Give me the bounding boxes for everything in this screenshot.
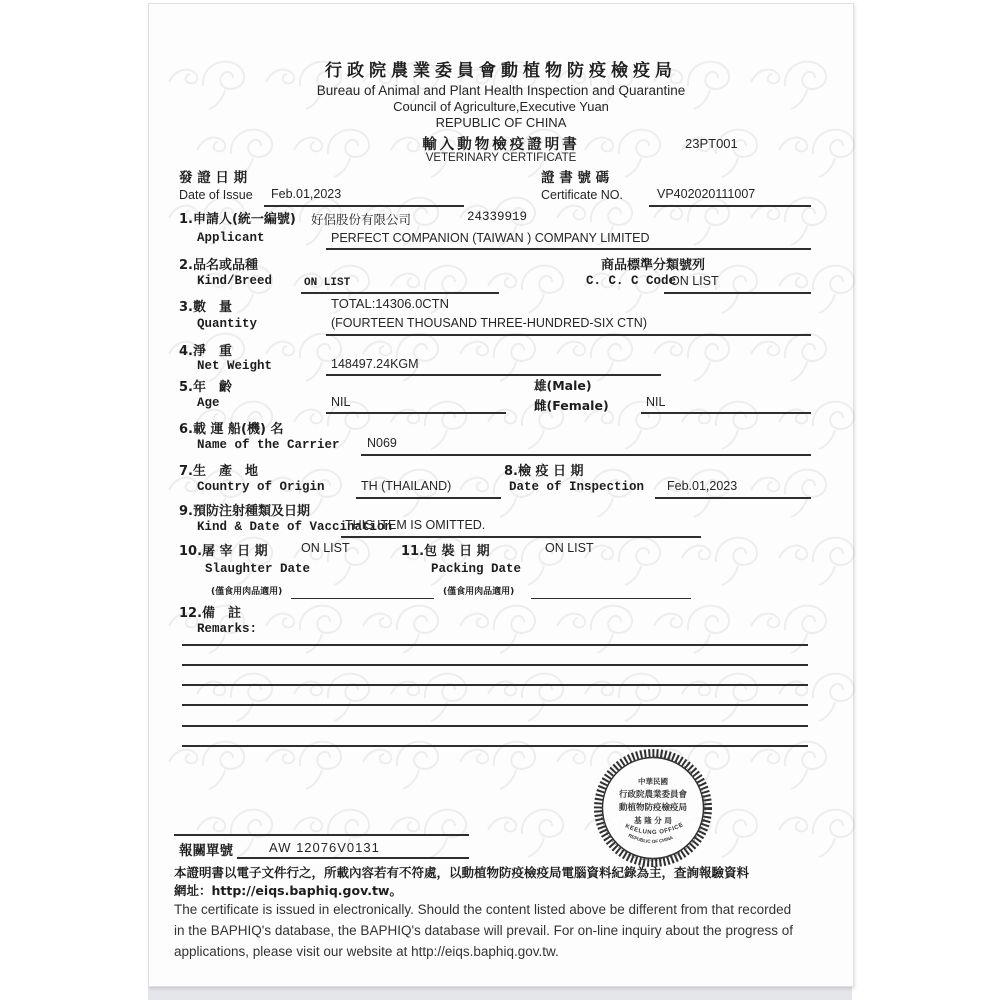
watermark-swirl-icon	[650, 596, 742, 663]
origin-underline	[356, 497, 501, 499]
seal-country-arc: REPUBLIC OF CHINA	[627, 832, 674, 845]
inspection-value: Feb.01,2023	[667, 479, 738, 493]
bureau-title-en: Bureau of Animal and Plant Health Inspection and Quarantine	[316, 83, 686, 98]
carrier-value: N069	[367, 436, 397, 450]
inspection-label-zh: 8.檢 疫 日 期	[504, 464, 584, 479]
remarks-label-zh: 12.備 註	[179, 606, 242, 621]
watermark-swirl-icon	[484, 664, 576, 731]
country-line: REPUBLIC OF CHINA	[435, 115, 567, 130]
issue-date-label-zh: 發 證 日 期	[179, 170, 248, 186]
watermark-swirl-icon	[581, 664, 673, 731]
seal-line-roc: 中華民國	[638, 777, 668, 786]
remarks-line-6	[182, 745, 808, 747]
packing-note-zh: (僅食用肉品適用)	[443, 587, 515, 597]
footer-note-zh-2: 網址：http://eiqs.baphiq.gov.tw。	[174, 883, 402, 898]
ccc-label-zh: 商品標準分類號列	[601, 258, 706, 273]
watermark-swirl-icon	[678, 392, 770, 459]
issue-date-label-en: Date of Issue	[179, 188, 253, 202]
issue-date-underline	[264, 205, 464, 207]
net-weight-value: 148497.24KGM	[331, 357, 419, 371]
watermark-swirl-icon	[775, 664, 867, 731]
kind-breed-value: ON LIST	[304, 277, 351, 289]
bureau-title-zh: 行政院農業委員會動植物防疫檢疫局	[325, 61, 677, 81]
vaccination-value: THIS ITEM IS OMITTED.	[345, 518, 486, 532]
seal-ring-text: BUREAU OF ANIMAL AND PLANT HEALTH INSPECTION AND QUARANTINE · COUNCIL OF AGRICULTURE	[598, 753, 708, 863]
seal-line-bureau: 動植物防疫檢疫局	[618, 803, 688, 813]
male-label: 雄(Male)	[534, 378, 592, 393]
customs-label-zh: 報關單號	[179, 843, 233, 859]
origin-value: TH (THAILAND)	[361, 479, 452, 493]
origin-label-zh: 7.生 產 地	[179, 464, 258, 479]
council-line: Council of Agriculture,Executive Yuan	[393, 99, 609, 114]
form-code: 23PT001	[685, 136, 738, 151]
packing-label-en: Packing Date	[431, 562, 522, 576]
ccc-value: ON LIST	[670, 274, 719, 288]
kind-breed-underline	[301, 292, 499, 294]
kind-breed-label-zh: 2.品名或品種	[179, 258, 258, 273]
vaccination-underline	[341, 536, 701, 538]
applicant-underline	[326, 248, 811, 250]
packing-label-zh: 11.包 裝 日 期	[401, 544, 490, 559]
cert-no-label-zh: 證 書 號 碼	[541, 170, 610, 186]
female-underline	[641, 412, 811, 414]
watermark-swirl-icon	[747, 188, 839, 255]
watermark-swirl-icon	[747, 460, 839, 527]
customs-value: AW 12076V0131	[269, 840, 380, 855]
watermark-swirl-icon	[581, 528, 673, 595]
seal-office-arc: KEELUNG OFFICE	[624, 822, 685, 837]
seal-line-council: 行政院農業委員會	[618, 790, 688, 800]
age-label-en: Age	[197, 396, 220, 410]
official-seal-stamp	[593, 748, 713, 868]
applicant-value: PERFECT COMPANION (TAIWAN ) COMPANY LIMITED	[331, 231, 650, 245]
slaughter-value: ON LIST	[301, 541, 350, 555]
watermark-swirl-icon	[359, 732, 451, 799]
remarks-line-2	[182, 664, 808, 666]
customs-underline	[237, 857, 469, 859]
watermark-swirl-icon	[484, 800, 576, 867]
watermark-swirl-icon	[678, 528, 770, 595]
cert-no-value: VP402020111007	[657, 187, 756, 201]
ccc-underline	[664, 292, 811, 294]
remarks-line-1	[182, 644, 808, 646]
customs-top-line	[174, 834, 469, 836]
seal-line-branch: 基 隆 分 局	[634, 816, 672, 825]
packing-blank-underline	[531, 598, 691, 599]
female-label: 雌(Female)	[534, 398, 609, 413]
remarks-line-5	[182, 725, 808, 727]
watermark-swirl-icon	[165, 732, 257, 799]
slaughter-blank-underline	[291, 598, 434, 599]
packing-value: ON LIST	[545, 541, 594, 555]
watermark-swirl-icon	[290, 664, 382, 731]
remarks-label-en: Remarks:	[197, 622, 258, 636]
slaughter-label-zh: 10.屠 宰 日 期	[179, 544, 268, 559]
footer-note-en-3: applications, please visit our website at http://eiqs.baphiq.gov.tw.	[174, 944, 559, 959]
quantity-total-value: TOTAL:14306.0CTN	[331, 296, 450, 311]
net-weight-label-en: Net Weight	[197, 359, 273, 373]
age-label-zh: 5.年 齡	[179, 380, 232, 395]
carrier-label-en: Name of the Carrier	[197, 438, 340, 452]
applicant-uniform-number: 24339919	[467, 210, 528, 224]
quantity-label-en: Quantity	[197, 317, 258, 331]
cert-no-underline	[649, 205, 811, 207]
ccc-label-en: C. C. C Code	[586, 274, 677, 288]
origin-label-en: Country of Origin	[197, 480, 325, 494]
remarks-line-4	[182, 704, 808, 706]
age-value: NIL	[331, 395, 351, 409]
footer-note-zh-1: 本證明書以電子文件行之，所載內容若有不符處，以動植物防疫檢疫局電腦資料紀錄為主，查詢報驗資料	[174, 865, 750, 880]
watermark-swirl-icon	[650, 460, 742, 527]
net-weight-label-zh: 4.淨 重	[179, 344, 232, 359]
watermark-swirl-icon	[387, 256, 479, 323]
watermark-swirl-icon	[775, 392, 867, 459]
applicant-label-en: Applicant	[197, 231, 265, 245]
watermark-swirl-icon	[678, 664, 770, 731]
watermark-swirl-icon	[553, 596, 645, 663]
slaughter-label-en: Slaughter Date	[205, 562, 311, 576]
female-value: NIL	[646, 395, 666, 409]
issue-date-value: Feb.01,2023	[271, 187, 342, 201]
net-weight-underline	[326, 374, 661, 376]
watermark-swirl-icon	[262, 596, 354, 663]
watermark-swirl-icon	[747, 732, 839, 799]
remarks-line-3	[182, 684, 808, 686]
quantity-words-value: (FOURTEEN THOUSAND THREE-HUNDRED-SIX CTN)	[331, 316, 647, 330]
watermark-swirl-icon	[193, 664, 285, 731]
inspection-underline	[655, 497, 811, 499]
watermark-swirl-icon	[387, 664, 479, 731]
watermark-swirl-icon	[484, 256, 576, 323]
kind-breed-label-en: Kind/Breed	[197, 274, 273, 288]
slaughter-note-zh: (僅食用肉品適用)	[211, 587, 283, 597]
watermark-swirl-icon	[456, 732, 548, 799]
footer-note-en-1: The certificate is issued in electronically. Should the content listed above be different from that recorded	[174, 902, 792, 917]
certificate-title-zh: 輸入動物檢疫證明書	[422, 137, 580, 153]
watermark-swirl-icon	[359, 460, 451, 527]
carrier-label-zh: 6.載 運 船(機) 名	[179, 422, 284, 437]
vaccination-label-zh: 9.預防注射種類及日期	[179, 504, 310, 519]
watermark-swirl-icon	[262, 732, 354, 799]
watermark-swirl-icon	[359, 596, 451, 663]
footer-note-en-2: in the BAPHIQ's database, the BAPHIQ's database will prevail. For on-line inquiry about the progress of	[174, 923, 793, 938]
watermark-swirl-icon	[775, 256, 867, 323]
certificate-title-en: VETERINARY CERTIFICATE	[425, 152, 577, 164]
watermark-swirl-icon	[747, 596, 839, 663]
cert-no-label-en: Certificate NO.	[541, 188, 623, 202]
quantity-underline	[326, 334, 811, 336]
vaccination-label-en: Kind & Date of Vaccination	[197, 520, 393, 534]
watermark-swirl-icon	[775, 528, 867, 595]
inspection-label-en: Date of Inspection	[509, 480, 645, 494]
applicant-name-zh: 好侶股份有限公司	[311, 212, 412, 227]
age-underline	[326, 412, 506, 414]
watermark-swirl-icon	[290, 256, 382, 323]
watermark-swirl-icon	[775, 800, 867, 867]
certificate-page	[148, 3, 854, 987]
watermark-swirl-icon	[456, 596, 548, 663]
watermark-swirl-icon	[387, 392, 479, 459]
applicant-label-zh: 1.申請人(統一編號)	[179, 212, 296, 227]
quantity-label-zh: 3.數 量	[179, 300, 232, 315]
carrier-underline	[361, 454, 811, 456]
